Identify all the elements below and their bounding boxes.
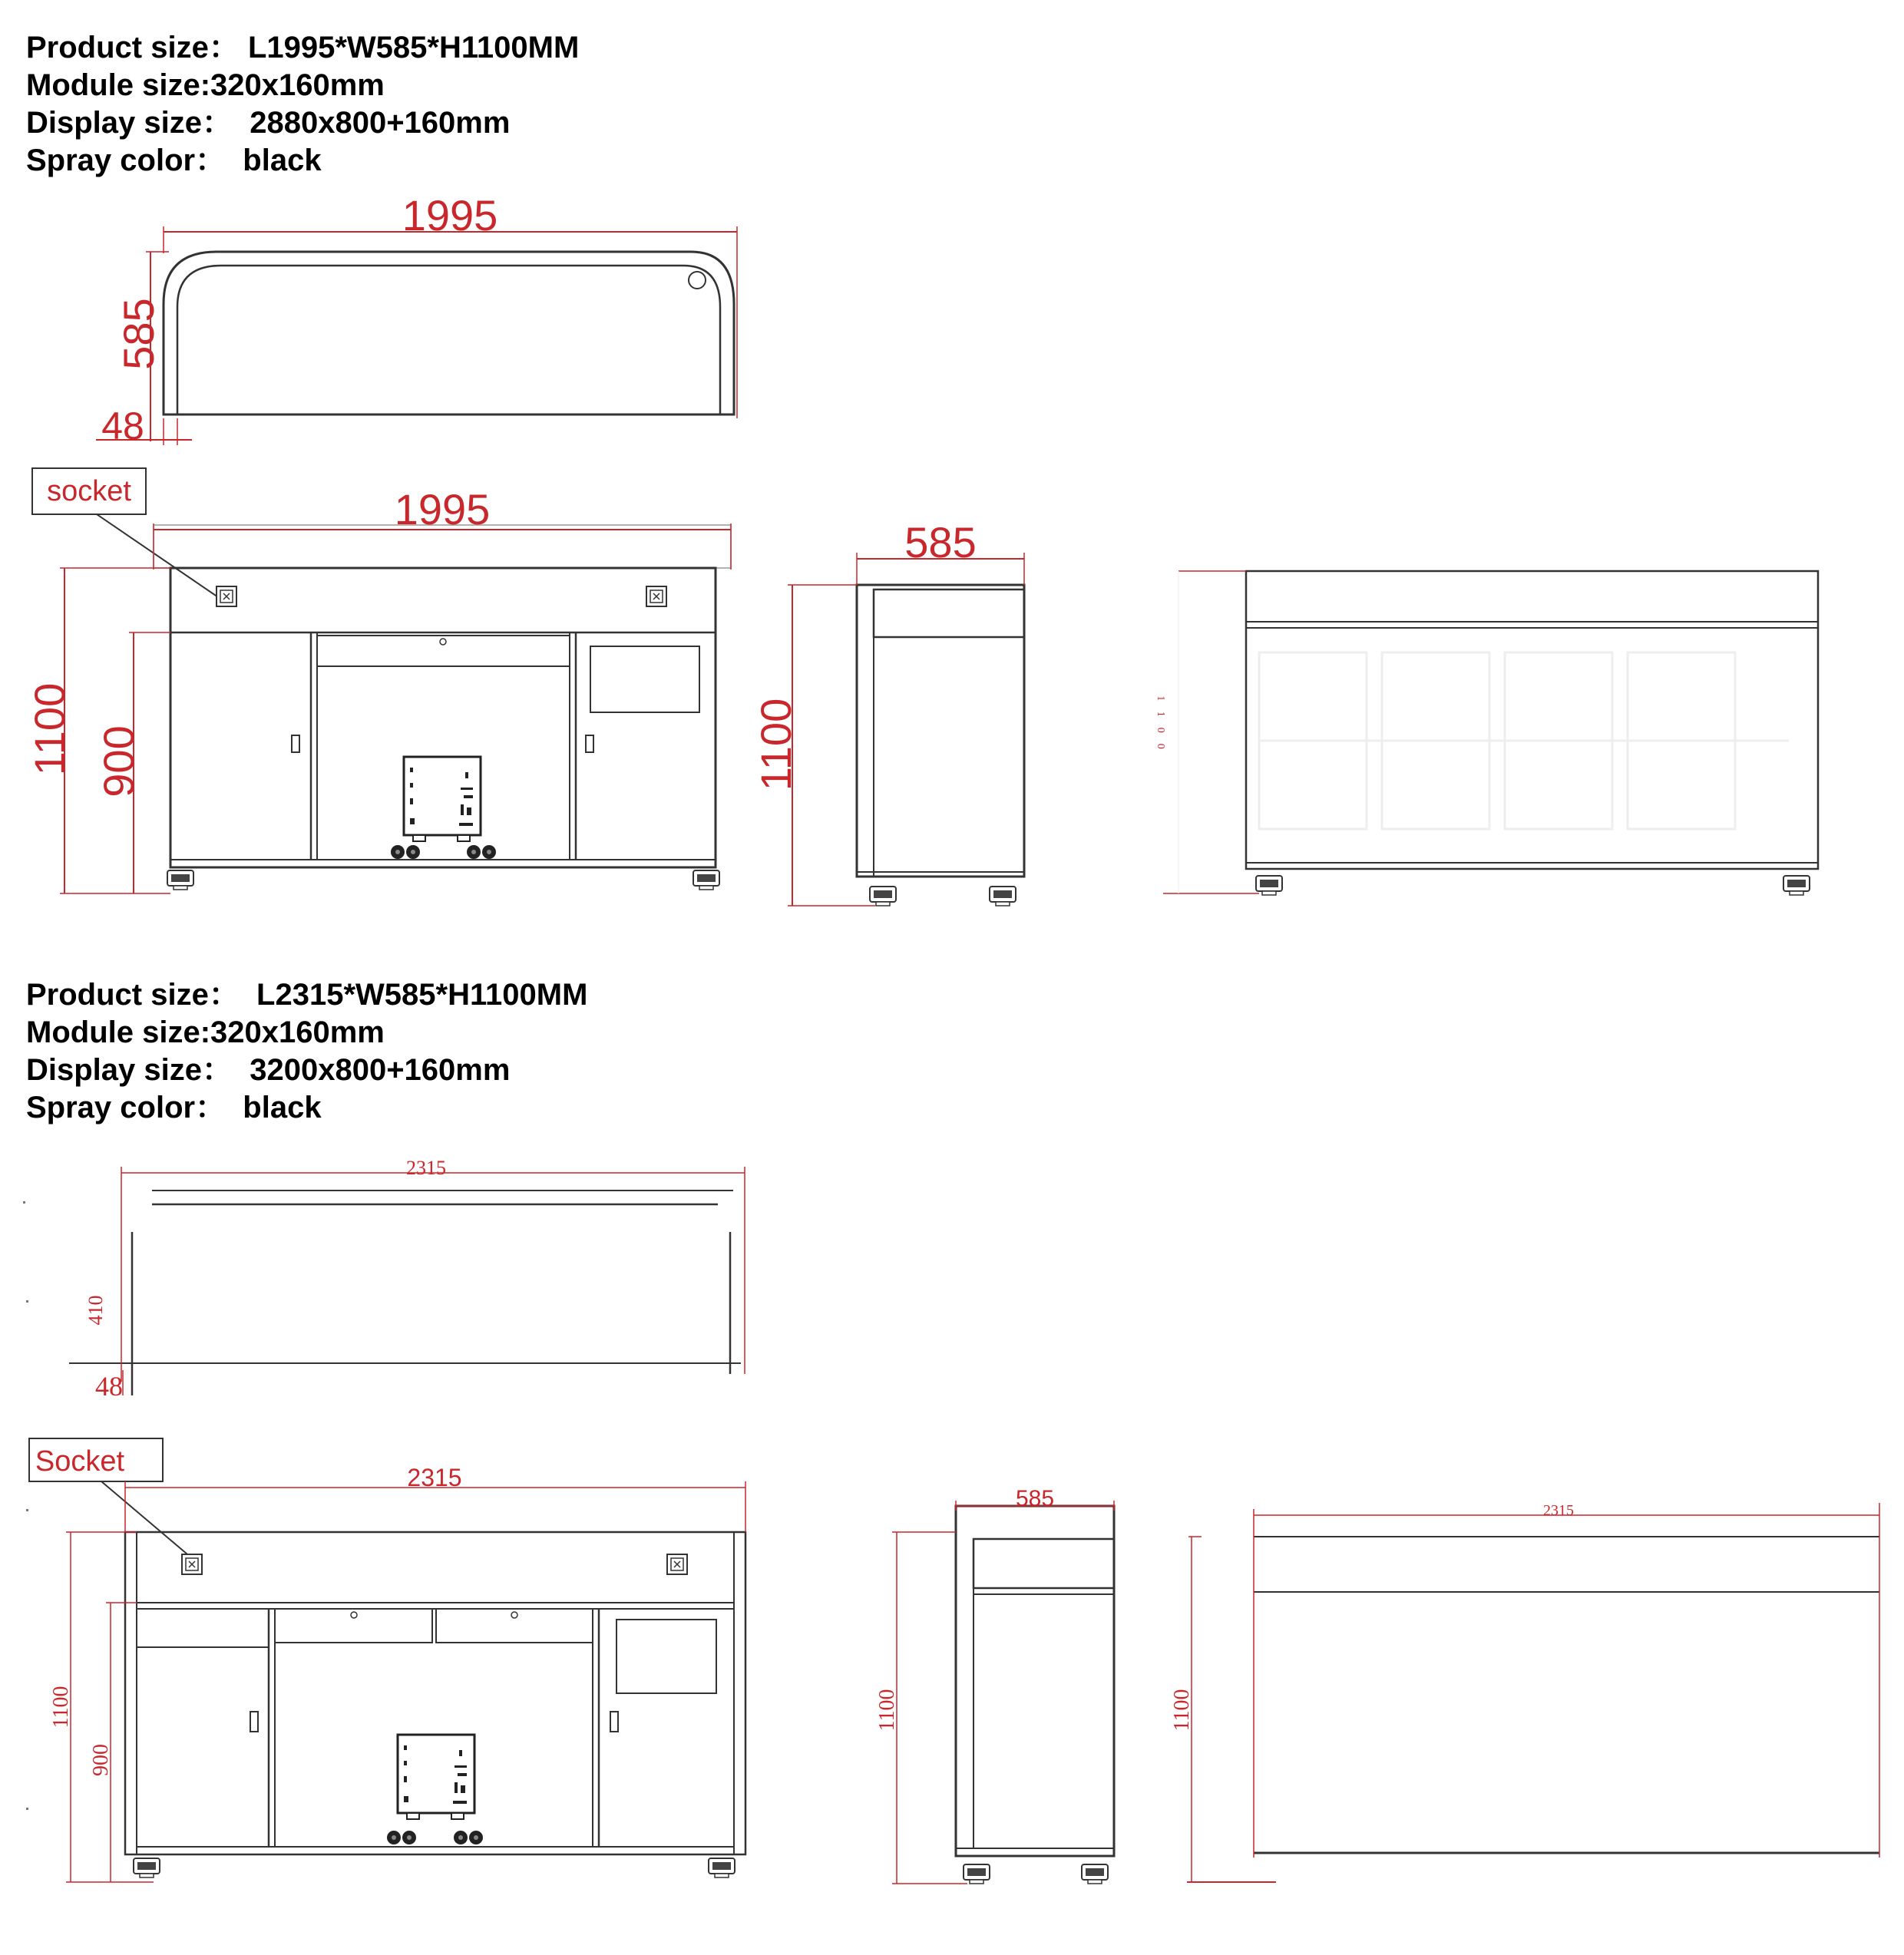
side-width-label: 585 [904, 518, 977, 566]
socket-callout-label: Socket [35, 1445, 125, 1478]
side-height-label: 1100 [875, 1689, 899, 1732]
model-1-side-view [752, 518, 1024, 906]
top-length-label: 2315 [406, 1157, 446, 1179]
socket-callout-label: socket [47, 475, 131, 507]
display-size: Display size： 3200x800+160mm [26, 1053, 511, 1087]
model-1-back-view [1155, 571, 1818, 895]
top-depth-label: 585 [114, 298, 163, 370]
front-length-label: 1995 [394, 485, 491, 533]
top-edge-label: 48 [95, 1371, 123, 1402]
front-cabinet-height-label: 900 [94, 725, 143, 798]
top-edge-label: 48 [101, 405, 144, 447]
model-1-top-view [96, 191, 737, 447]
display-size: Display size： 2880x800+160mm [26, 106, 511, 140]
model-2-front-view [26, 1438, 745, 1882]
back-height-label: 1100 [1170, 1689, 1194, 1732]
module-size: Module size:320x160mm [26, 1015, 385, 1049]
front-length-label: 2315 [407, 1464, 462, 1491]
front-cabinet-height-label: 900 [89, 1744, 113, 1776]
product-size: Product size： L1995*W585*H1100MM [26, 31, 580, 64]
spray-color: Spray color： black [26, 1091, 322, 1124]
side-height-label: 1100 [752, 698, 800, 791]
back-length-label: 2315 [1543, 1502, 1574, 1519]
front-height-label: 1100 [25, 682, 74, 776]
front-height-label: 1100 [49, 1686, 73, 1729]
top-depth-label: 410 [84, 1295, 107, 1326]
model-2-top-view [23, 1157, 745, 1402]
model-2-side-view [875, 1486, 1114, 1884]
module-size: Module size:320x160mm [26, 68, 385, 102]
side-width-label: 585 [1015, 1486, 1055, 1511]
product-size: Product size： L2315*W585*H1100MM [26, 978, 588, 1012]
top-length-label: 1995 [402, 191, 498, 239]
back-height-label: 1100 [1155, 695, 1166, 760]
spray-color: Spray color： black [26, 144, 322, 177]
model-1-front-view [25, 468, 731, 893]
model-2-back-view [1170, 1502, 1879, 1882]
